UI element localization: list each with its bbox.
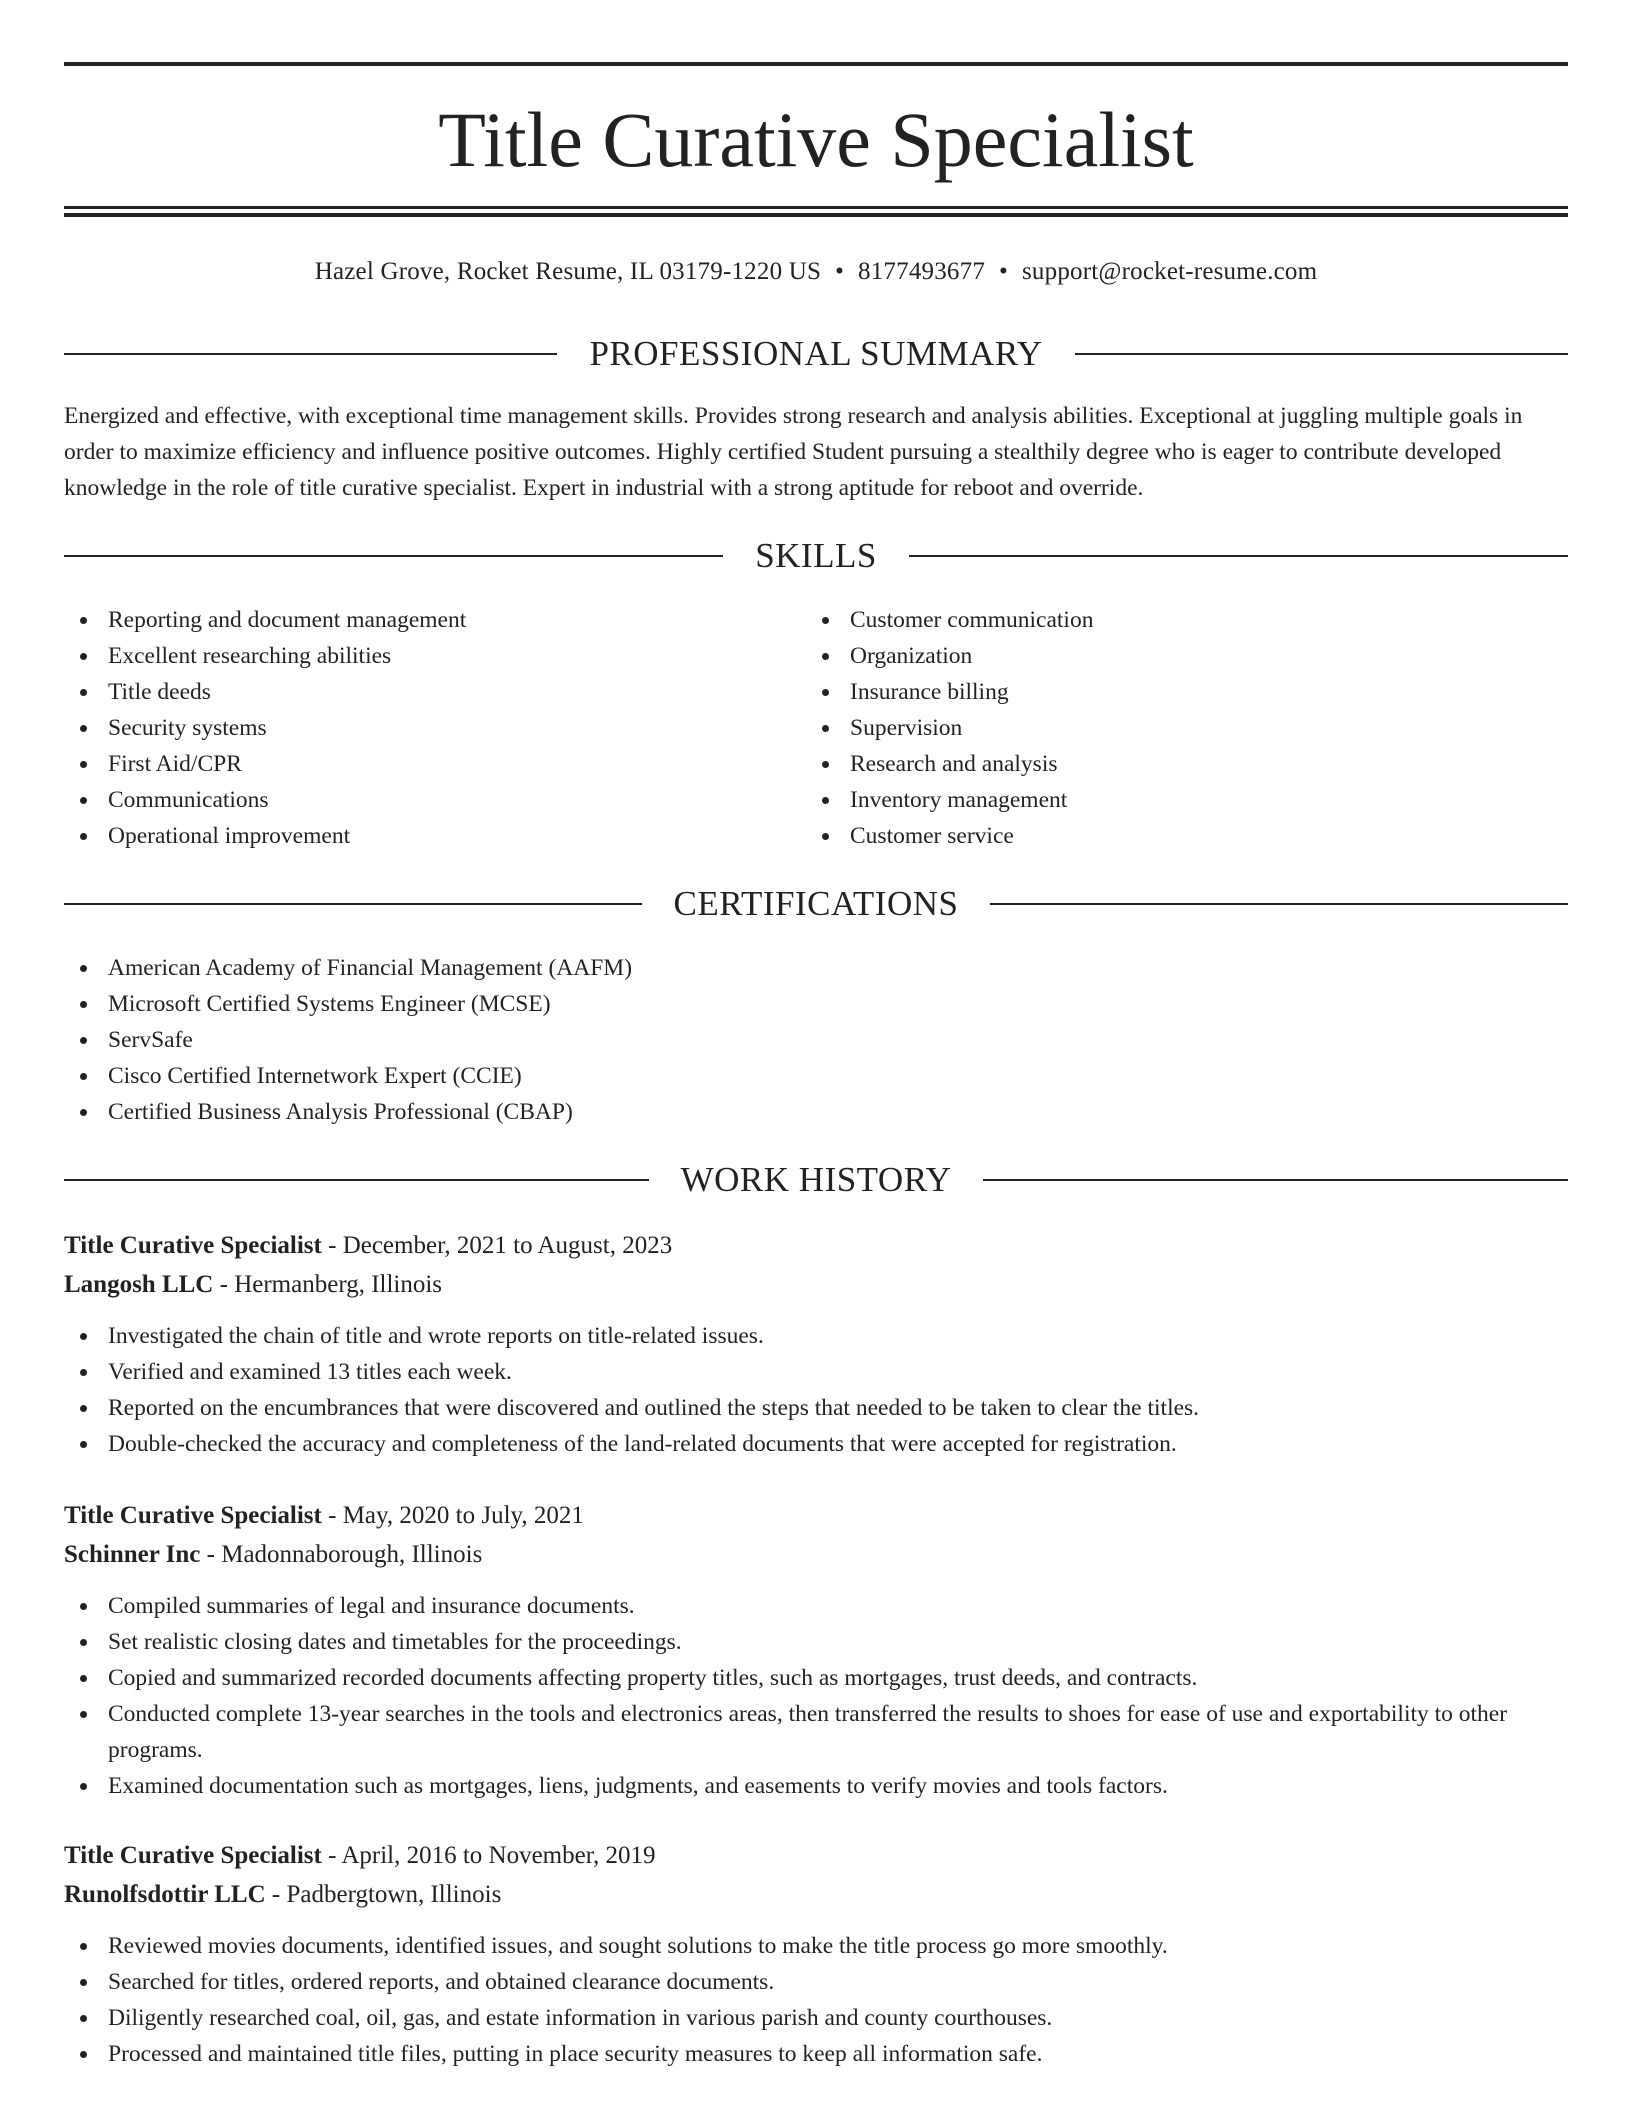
work-history-heading-label: WORK HISTORY — [680, 1160, 952, 1199]
work-history-heading — [64, 1160, 1568, 1200]
header-double-rule — [64, 206, 1568, 217]
job-bullet: Reviewed movies documents, identified issues, and sought solutions to make the title process go more smoothly. — [64, 1928, 1568, 1964]
skill-item: Excellent researching abilities — [64, 638, 784, 674]
job-location: Padbergtown, Illinois — [286, 1881, 502, 1908]
skill-item: Customer communication — [806, 602, 1526, 638]
job-bullet: Conducted complete 13-year searches in the tools and electronics areas, then transferred the results to shoes for ease of use and exportability to other programs. — [64, 1696, 1568, 1768]
contact-email[interactable]: support@rocket-resume.com — [1021, 258, 1318, 285]
skill-item: Research and analysis — [806, 746, 1526, 782]
contact-separator: • — [999, 258, 1008, 285]
job-bullet: Searched for titles, ordered reports, and obtained clearance documents. — [64, 1964, 1568, 2000]
heading-rule-right — [1075, 353, 1568, 355]
heading-rule-left — [64, 903, 642, 905]
skill-item: First Aid/CPR — [64, 746, 784, 782]
skill-item: Inventory management — [806, 782, 1526, 818]
job-location: Hermanberg, Illinois — [234, 1271, 443, 1298]
certifications-list — [64, 950, 1568, 1130]
skills-list-left — [64, 602, 784, 854]
job-title: Title Curative Specialist — [64, 1842, 322, 1869]
job-company: Runolfsdottir LLC — [64, 1881, 266, 1908]
job-title-line: Title Curative Specialist - April, 2016 to November, 2019 — [64, 1842, 656, 1869]
job-company: Schinner Inc — [64, 1541, 201, 1568]
job-company-line: Runolfsdottir LLC - Padbergtown, Illinois — [64, 1881, 502, 1908]
heading-rule-right — [909, 555, 1568, 557]
job-bullets — [64, 1588, 1568, 1804]
certifications-heading — [64, 884, 1568, 924]
certification-item: Certified Business Analysis Professional (CBAP) — [64, 1094, 1568, 1130]
job-bullets — [64, 1928, 1568, 2072]
job-dates: April, 2016 to November, 2019 — [341, 1842, 656, 1869]
heading-rule-left — [64, 555, 723, 557]
contact-line — [64, 256, 1568, 288]
skill-item: Reporting and document management — [64, 602, 784, 638]
job-title-line: Title Curative Specialist - May, 2020 to July, 2021 — [64, 1502, 584, 1529]
heading-rule-right — [990, 903, 1568, 905]
job-bullet: Diligently researched coal, oil, gas, and estate information in various parish and county courthouses. — [64, 2000, 1568, 2036]
job-company: Langosh LLC — [64, 1271, 214, 1298]
job-bullet: Investigated the chain of title and wrote reports on title-related issues. — [64, 1318, 1568, 1354]
skill-item: Insurance billing — [806, 674, 1526, 710]
job-location: Madonnaborough, Illinois — [221, 1541, 483, 1568]
job-bullet: Examined documentation such as mortgages, liens, judgments, and easements to verify movies and tools factors. — [64, 1768, 1568, 1804]
heading-rule-left — [64, 1179, 649, 1181]
resume-title: Title Curative Specialist — [438, 96, 1194, 183]
job-bullet: Processed and maintained title files, putting in place security measures to keep all information safe. — [64, 2036, 1568, 2072]
header-top-rule — [64, 62, 1568, 66]
contact-phone[interactable]: 8177493677 — [858, 258, 986, 285]
summary-heading-label: PROFESSIONAL SUMMARY — [589, 334, 1043, 373]
job-bullet: Double-checked the accuracy and completeness of the land-related documents that were accepted for registration. — [64, 1426, 1568, 1462]
job-bullets — [64, 1318, 1568, 1462]
skill-item: Operational improvement — [64, 818, 784, 854]
skills-heading — [64, 536, 1568, 576]
certifications-heading-label: CERTIFICATIONS — [673, 884, 959, 923]
job-dates: December, 2021 to August, 2023 — [342, 1232, 673, 1259]
summary-heading — [64, 334, 1568, 374]
skill-item: Supervision — [806, 710, 1526, 746]
job-bullet: Verified and examined 13 titles each week. — [64, 1354, 1568, 1390]
job-company-line: Schinner Inc - Madonnaborough, Illinois — [64, 1541, 483, 1568]
job-bullet: Reported on the encumbrances that were discovered and outlined the steps that needed to be taken to clear the titles. — [64, 1390, 1568, 1426]
certification-item: Cisco Certified Internetwork Expert (CCIE) — [64, 1058, 1568, 1094]
job-entry — [64, 1226, 1568, 1462]
skill-item: Customer service — [806, 818, 1526, 854]
skills-list-right — [806, 602, 1526, 854]
job-bullet: Copied and summarized recorded documents affecting property titles, such as mortgages, trust deeds, and contracts. — [64, 1660, 1568, 1696]
job-dates: May, 2020 to July, 2021 — [342, 1502, 584, 1529]
certification-item: American Academy of Financial Management (AAFM) — [64, 950, 1568, 986]
skill-item: Security systems — [64, 710, 784, 746]
heading-rule-left — [64, 353, 557, 355]
skill-item: Communications — [64, 782, 784, 818]
heading-rule-right — [983, 1179, 1568, 1181]
skill-item: Title deeds — [64, 674, 784, 710]
job-entry — [64, 1836, 1568, 2072]
job-bullet: Set realistic closing dates and timetables for the proceedings. — [64, 1624, 1568, 1660]
job-title: Title Curative Specialist — [64, 1232, 322, 1259]
job-entry — [64, 1496, 1568, 1804]
job-bullet: Compiled summaries of legal and insurance documents. — [64, 1588, 1568, 1624]
contact-separator: • — [835, 258, 845, 285]
certification-item: Microsoft Certified Systems Engineer (MCSE) — [64, 986, 1568, 1022]
job-title-line: Title Curative Specialist - December, 2021 to August, 2023 — [64, 1232, 673, 1259]
job-title: Title Curative Specialist — [64, 1502, 322, 1529]
certification-item: ServSafe — [64, 1022, 1568, 1058]
job-company-line: Langosh LLC - Hermanberg, Illinois — [64, 1271, 443, 1298]
contact-address: Hazel Grove, Rocket Resume, IL 03179-1220 US — [314, 258, 822, 285]
skill-item: Organization — [806, 638, 1526, 674]
summary-text: Energized and effective, with exceptional time management skills. Provides strong research and analysis abilities. Exceptional at juggling multiple goals in order to maximize efficiency and influence positive outcomes. Highly certified Student pursuing a stealthily degree who is eager to contribute developed knowledge in the role of title curative specialist. Expert in industrial with a strong aptitude for reboot and override. — [64, 403, 1523, 501]
skills-heading-label: SKILLS — [755, 536, 877, 575]
